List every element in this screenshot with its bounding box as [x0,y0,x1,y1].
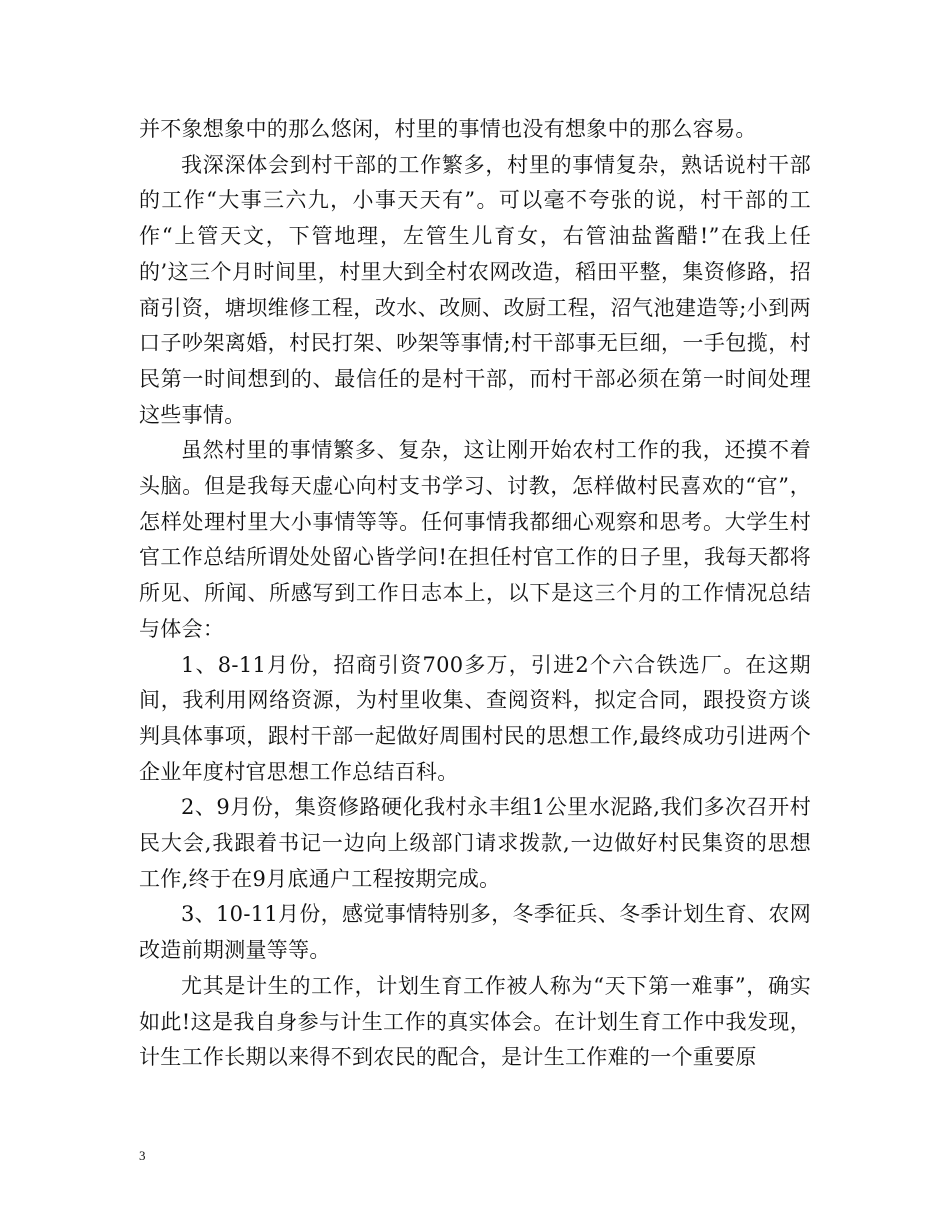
page-number: 3 [139,1148,146,1163]
paragraph-family-planning: 尤其是计生的工作，计划生育工作被人称为“天下第一难事”，确实如此!这是我自身参与计生工作的真实体会。在计划生育工作中我发现，计生工作长期以来得不到农民的配合，是计生工作难的一个重要原 [139,973,811,1070]
paragraph-continuation: 并不象想象中的那么悠闲，村里的事情也没有想象中的那么容易。 [139,117,757,141]
paragraph-village-cadre-work: 我深深体会到村干部的工作繁多，村里的事情复杂，熟话说村干部的工作“大事三六九，小事天天有”。可以毫不夸张的说，村干部的工作“上管天文，下管地理，左管生儿育女，右管油盐酱醋!”在我上任的’这三个月时间里，村里大到全村农网改造，稻田平整，集资修路，招商引资，塘坝维修工程，改水、改厕、改厨工程，沼气池建造等;小到两口子吵架离婚，村民打架、吵架等事情;村干部事无巨细，一手包揽，村民第一时间想到的、最信任的是村干部，而村干部必须在第一时间处理这些事情。 [139,152,811,427]
paragraph-item-3: 3、10-11月份，感觉事情特别多，冬季征兵、冬季计划生育、农网改造前期测量等等。 [139,902,811,963]
document-body [139,112,811,1076]
paragraph-item-2: 2、9月份，集资修路硬化我村永丰组1公里水泥路,我们多次召开村民大会,我跟着书记一边向上级部门请求拨款,一边做好村民集资的思想工作,终于在9月底通户工程按期完成。 [139,795,811,891]
paragraph-item-1: 1、8-11月份，招商引资700多万，引进2个六合铁选厂。在这期间，我利用网络资源，为村里收集、查阅资料，拟定合同，跟投资方谈判具体事项，跟村干部一起做好周围村民的思想工作,最终成功引进两个企业年度村官思想工作总结百科。 [139,652,811,784]
paragraph-learning-experience: 虽然村里的事情繁多、复杂，这让刚开始农村工作的我，还摸不着头脑。但是我每天虚心向村支书学习、讨教，怎样做村民喜欢的“官”，怎样处理村里大小事情等等。任何事情我都细心观察和思考。大学生村官工作总结所谓处处留心皆学问!在担任村官工作的日子里，我每天都将所见、所闻、所感写到工作日志本上，以下是这三个月的工作情况总结与体会： [139,438,811,641]
